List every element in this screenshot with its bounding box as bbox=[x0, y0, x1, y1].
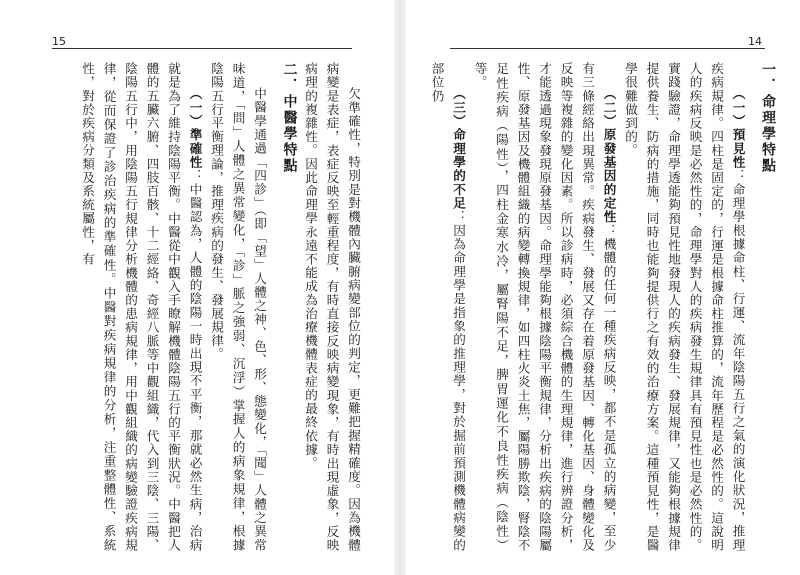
paragraph: 欠準確性，特別是對機體內臟腑病變部位的判定，更難把握精確度。因為機體病變是表症，表症反映至輕重程度，有時直接反映病變現象，有時出現虛象，反映病理的複雜性。因此命理學永遠不能成為治療機體表症的最終依據。 bbox=[303, 62, 361, 552]
header-rule bbox=[450, 48, 765, 49]
paragraph-text: ：命理學根據命柱、行運、流年陰陽五行之氣的演化狀況，推理疾病規律。四柱是固定的，行運是根據命柱推算的，流年歷程是必然性的。這說明人的疾病反映是必然性的，命理學對人的疾病發生規律具有預見性也是必然性的。實踐驗證，命理學透能夠預見性地發現人的疾病發生、發展規律，又能夠根據規律提供養生、防病的措施，同時也能夠提供行之有效的治療方案。這種預見性，是醫學很難做到的。 bbox=[623, 62, 746, 552]
paragraph: 中醫學通過「四診」（即「望」人體之神、色、形、態變化，「聞」人體之異常味道，「問」人體之異常變化，「診」脈之強弱、沉浮）掌握人的病象規律，根據陰陽五行平衡理論，推理疾病的發生、發展規律。 bbox=[209, 62, 267, 552]
paragraph-text: ：中醫認為，人體的陰陽一時出現不平衡，那就必然生病，治病就是為了維持陰陽平衡。中醫從中觀入手瞭解機體陰陽五行的平衡狀況。中醫把人體的五臟六腑、四肢百骸、十二經絡、奇經八脈等中觀組織，代入到三陰、三陽、陰陽五行中，用陰陽五行規律分析機體的患病規律，用中觀組織的病變驗證疾病規律，從而保證了診治疾病的準確性。中醫對疾病規律的分析，注重整體性、系統性，對於疾病分類及系統屬性，有 bbox=[80, 62, 203, 552]
section-heading: 一．命理學特點 bbox=[760, 62, 776, 174]
paragraph bbox=[469, 62, 620, 552]
left-page bbox=[0, 0, 382, 575]
paragraph-text: ：機體的任何一種疾病反映，都不是孤立的病變，至少有三條經絡出現異常。疾病發生、發展又存在着原發基因、轉化基因、身體變化及反映等複雜的變化因素。所以診病時，必須綜合機體的生理規律，進行辨證分析，才能透過現象發現原發基因。命理學能夠根據陰陽平衡規律，分析出疾病的陰陽屬性、原發基因及機體組織的病變轉換規律，如四柱火炎土焦，屬陽勝欺陰，腎陰不足性疾病（陽性），四柱金寒水冷，屬腎陽不足，脾胃運化不良性疾病（陰性）等。 bbox=[472, 62, 617, 552]
paragraph-text: ：因為命理學是指象的推理學，對於掘前預測機體病變的部位仍 bbox=[429, 62, 466, 552]
header-rule bbox=[52, 48, 352, 49]
subheading: （二）原發基因的定性 bbox=[601, 87, 617, 224]
subheading: （一）準確性 bbox=[187, 87, 203, 170]
section-heading: 二．中醫學特點 bbox=[281, 62, 298, 174]
page-body bbox=[44, 62, 364, 552]
subheading: （三）命理學的不足 bbox=[451, 87, 466, 211]
book-gutter bbox=[394, 0, 406, 575]
paragraph bbox=[77, 62, 206, 552]
page-number: 14 bbox=[748, 35, 762, 48]
page-number: 15 bbox=[52, 35, 66, 48]
paragraph bbox=[426, 62, 469, 552]
right-page bbox=[418, 0, 800, 575]
subheading: （一）預見性 bbox=[730, 87, 746, 170]
paragraph bbox=[620, 62, 749, 552]
page-body bbox=[429, 62, 778, 552]
